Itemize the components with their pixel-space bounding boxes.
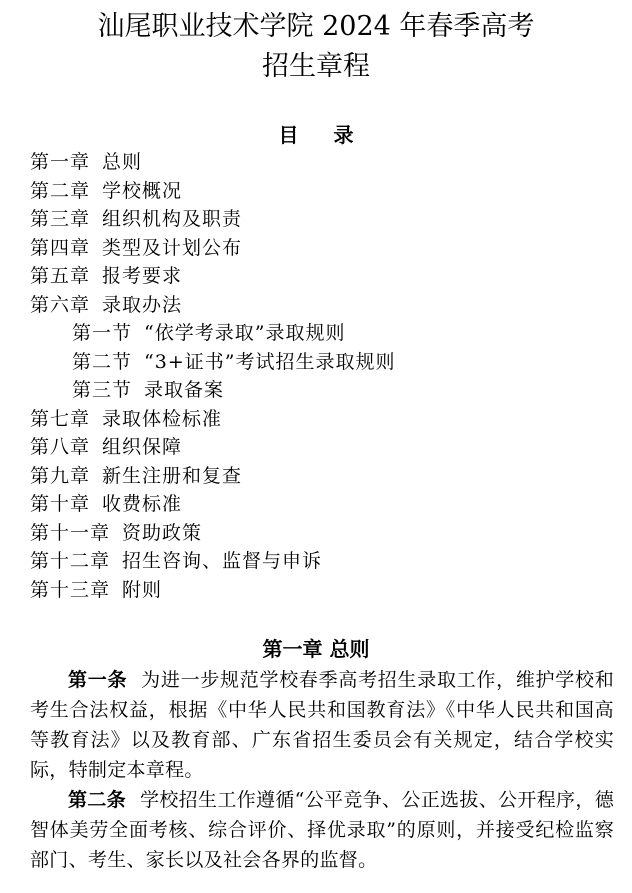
toc-item-chapter-9 xyxy=(0,462,632,491)
toc-item-number: 第三节 xyxy=(72,379,133,401)
article-number: 第一条 xyxy=(68,669,128,691)
toc-item-text: 录取办法 xyxy=(102,293,183,316)
toc-item-text: 组织机构及职责 xyxy=(102,208,243,230)
toc-item-text: 资助政策 xyxy=(122,521,203,544)
toc-item-number: 第十一章 xyxy=(30,521,111,544)
toc-heading: 目 录 xyxy=(278,123,368,147)
toc-item-number: 第二章 xyxy=(30,179,91,202)
toc-item-text: 学校概况 xyxy=(102,179,183,202)
toc-item-text: 招生咨询、监督与申诉 xyxy=(122,550,323,572)
table-of-contents xyxy=(0,148,632,604)
toc-item-chapter-2 xyxy=(0,177,632,206)
toc-item-number: 第一节 xyxy=(72,322,133,344)
toc-item-section-1 xyxy=(0,319,632,348)
document-title-line1: 汕尾职业技术学院 2024 年春季高考 xyxy=(97,11,535,42)
toc-item-text: 类型及计划公布 xyxy=(102,236,243,259)
toc-item-section-3 xyxy=(0,376,632,405)
article-number: 第二条 xyxy=(68,789,126,811)
toc-item-chapter-3 xyxy=(0,205,632,234)
toc-item-text: 录取备案 xyxy=(144,379,225,401)
toc-item-number: 第四章 xyxy=(30,236,91,259)
toc-item-number: 第十二章 xyxy=(30,550,111,572)
toc-item-chapter-13 xyxy=(0,576,632,605)
toc-item-chapter-12 xyxy=(0,547,632,576)
article-2 xyxy=(30,785,614,875)
toc-item-number: 第二节 xyxy=(72,350,133,373)
toc-item-text: 新生注册和复查 xyxy=(102,464,243,487)
toc-item-number: 第十三章 xyxy=(30,578,111,601)
toc-item-chapter-4 xyxy=(0,234,632,263)
toc-item-chapter-11 xyxy=(0,519,632,548)
toc-item-text: 录取体检标准 xyxy=(102,407,223,430)
toc-item-section-2 xyxy=(0,348,632,377)
toc-item-number: 第八章 xyxy=(30,436,91,458)
toc-item-number: 第六章 xyxy=(30,293,91,316)
toc-item-number: 第七章 xyxy=(30,407,91,430)
toc-item-text: 总则 xyxy=(102,151,143,173)
toc-item-number: 第五章 xyxy=(30,265,91,287)
toc-item-text: 附则 xyxy=(122,578,163,601)
toc-item-number: 第三章 xyxy=(30,208,91,230)
chapter-1-heading: 第一章 总则 xyxy=(262,637,370,661)
document-title-line2: 招生章程 xyxy=(262,51,370,82)
toc-item-text: 组织保障 xyxy=(102,436,183,458)
article-1 xyxy=(30,665,614,785)
toc-item-number: 第九章 xyxy=(30,464,91,487)
toc-item-text: 报考要求 xyxy=(102,265,183,287)
toc-item-chapter-5 xyxy=(0,262,632,291)
toc-item-chapter-6 xyxy=(0,291,632,320)
toc-item-text: 收费标准 xyxy=(102,493,183,515)
article-text: 学校招生工作遵循“公平竞争、公正选拔、公开程序，德智体美劳全面考核、综合评价、择优录取”的原则，并接受纪检监察部门、考生、家长以及社会各界的监督。 xyxy=(30,789,614,871)
toc-item-number: 第十章 xyxy=(30,493,91,515)
toc-item-chapter-10 xyxy=(0,490,632,519)
toc-item-chapter-7 xyxy=(0,405,632,434)
toc-item-text: “依学考录取”录取规则 xyxy=(144,322,346,344)
toc-item-number: 第一章 xyxy=(30,151,91,173)
toc-item-chapter-1 xyxy=(0,148,632,177)
toc-item-text: “3+证书”考试招生录取规则 xyxy=(144,350,396,373)
article-text: 为进一步规范学校春季高考招生录取工作，维护学校和考生合法权益，根据《中华人民共和国教育法》《中华人民共和国高等教育法》以及教育部、广东省招生委员会有关规定，结合学校实际，特制定本章程。 xyxy=(30,669,615,781)
toc-item-chapter-8 xyxy=(0,433,632,462)
